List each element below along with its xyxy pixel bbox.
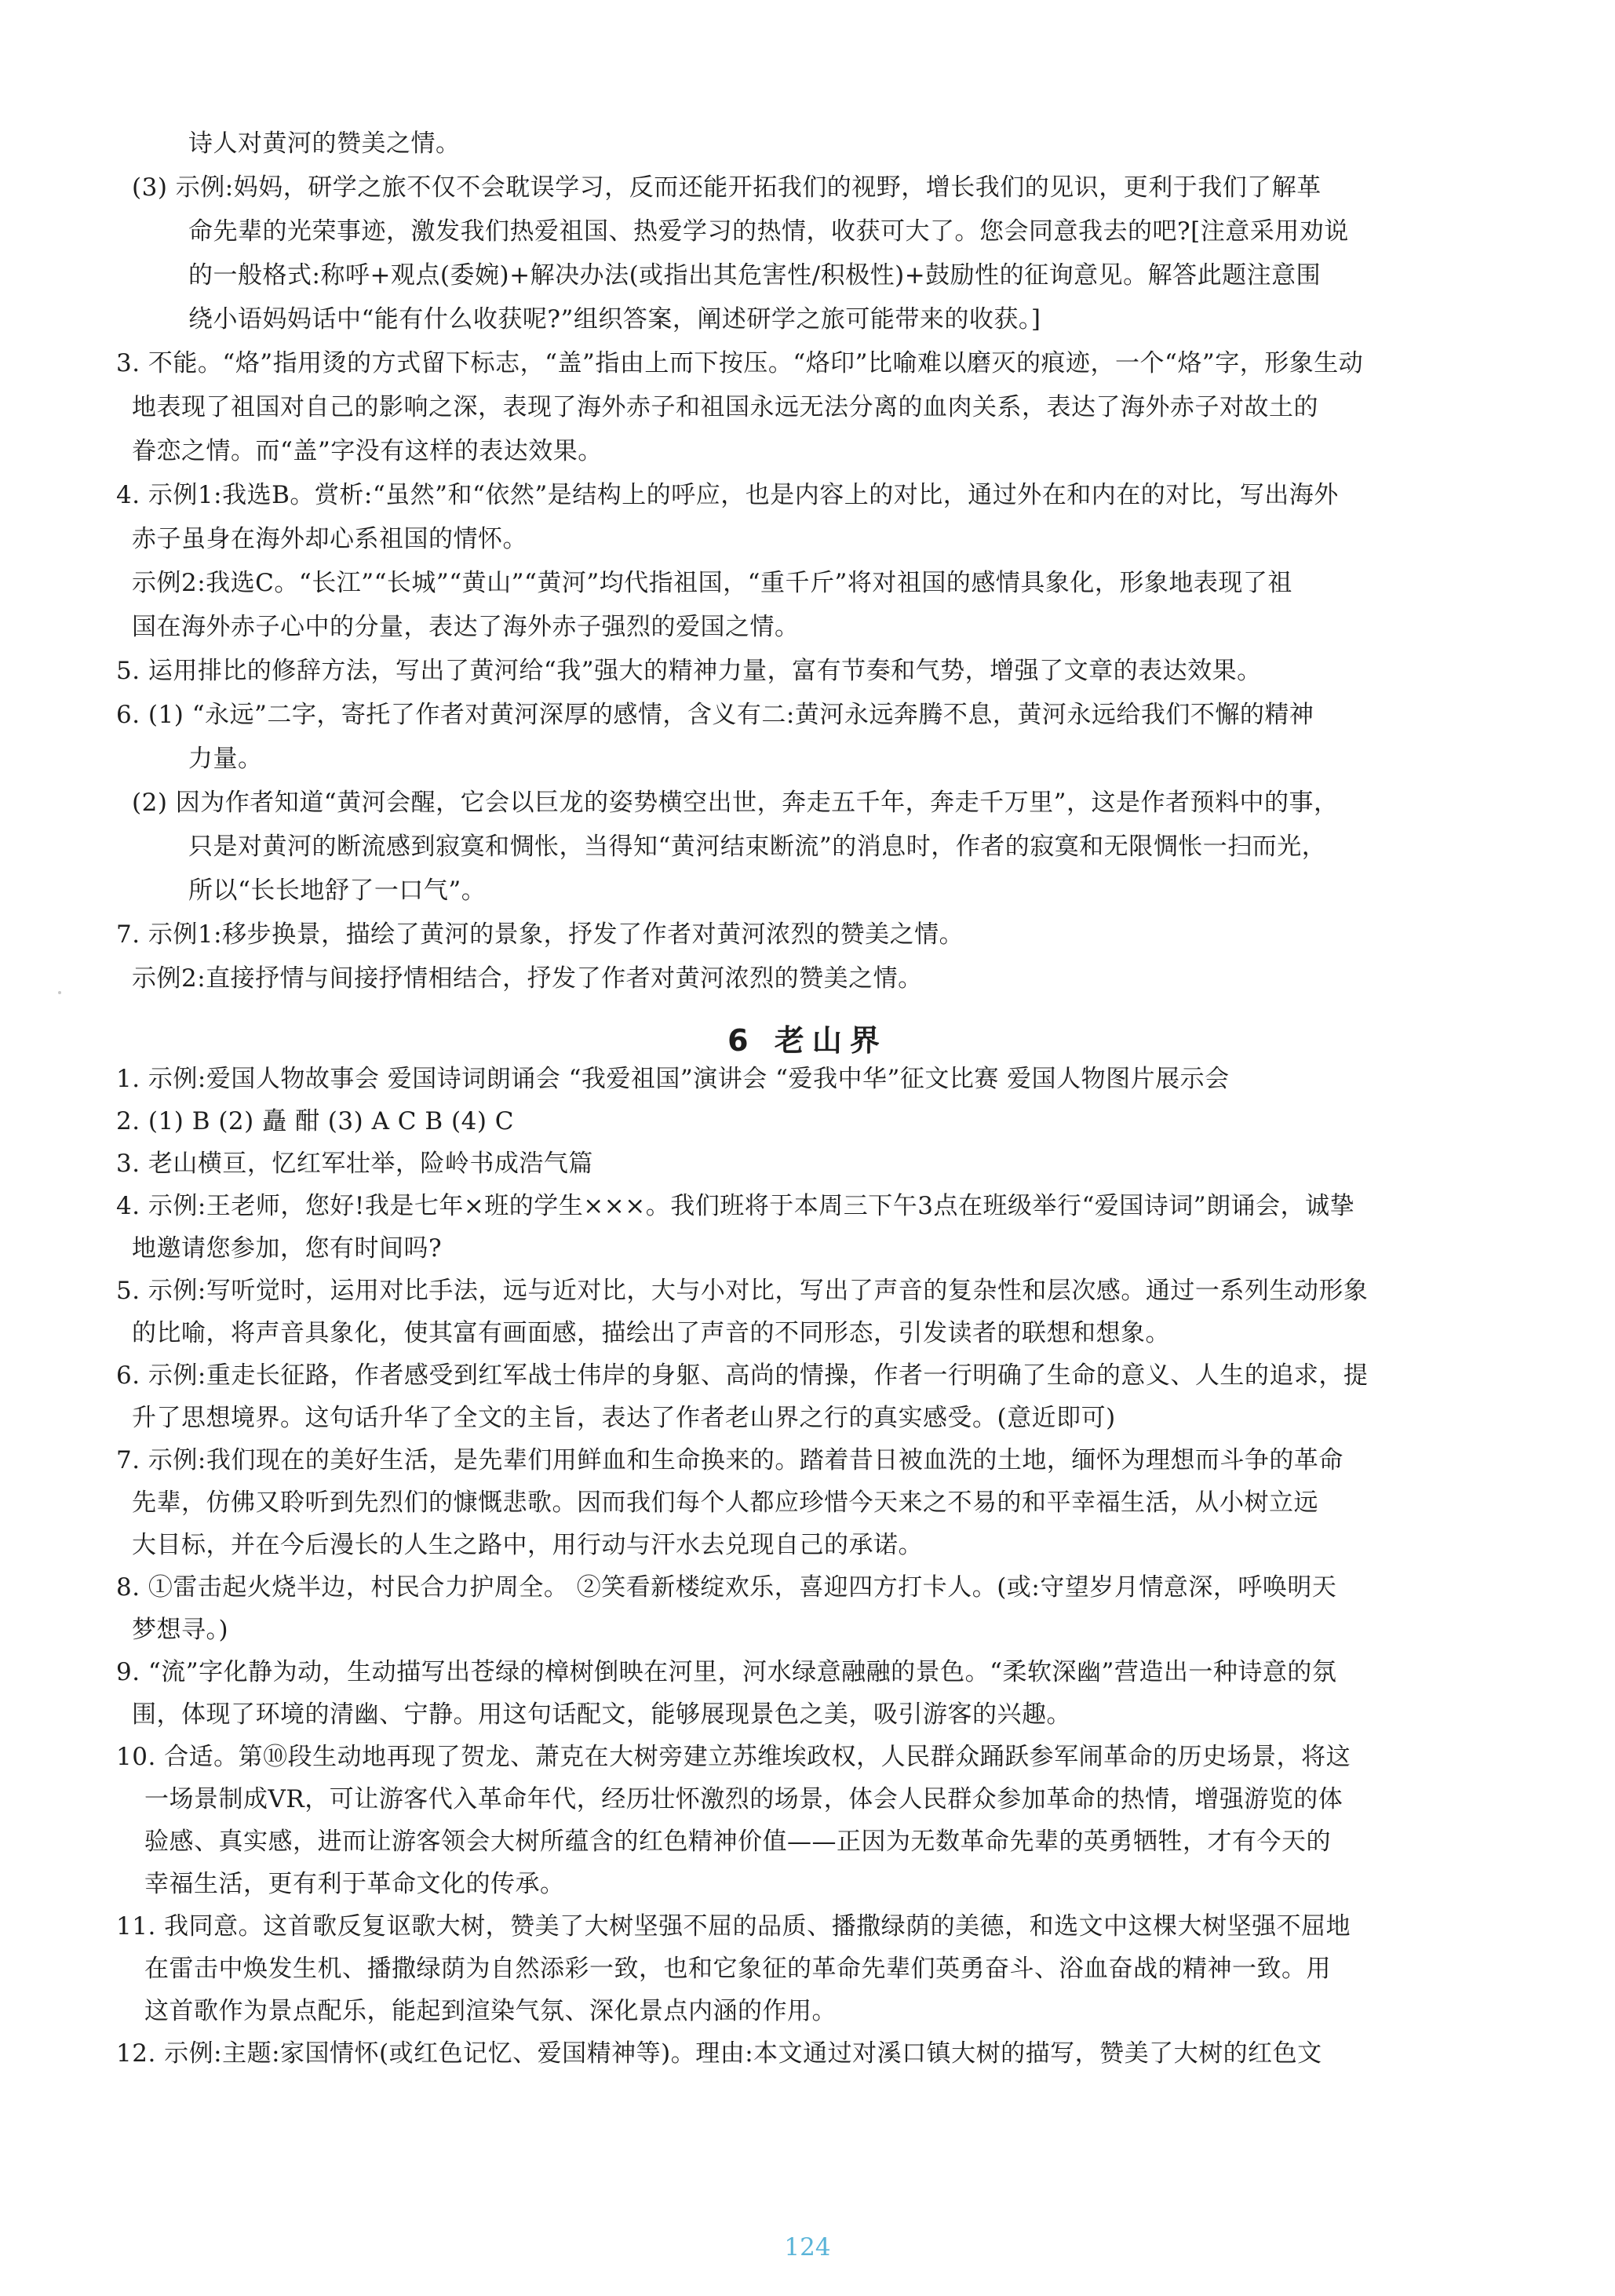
text-line: (2) 因为作者知道“黄河会醒，它会以巨龙的姿势横空出世，奔走五千年，奔走千万里”，这是作者预料中的事， xyxy=(132,789,1339,817)
text-line: 1. 示例:爱国人物故事会 爱国诗词朗诵会 “我爱祖国”演讲会 “爱我中华”征文比赛 爱国人物图片展示会 xyxy=(116,1065,1230,1093)
text-line: 地表现了祖国对自己的影响之深，表现了海外赤子和祖国永远无法分离的血肉关系，表达了海外赤子对故土的 xyxy=(132,393,1318,421)
text-line: 在雷击中焕发生机、播撒绿荫为自然添彩一致，也和它象征的革命先辈们英勇奋斗、浴血奋战的精神一致。用 xyxy=(144,1955,1331,1983)
text-line: 的比喻，将声音具象化，使其富有画面感，描绘出了声音的不同形态，引发读者的联想和想象。 xyxy=(132,1319,1170,1347)
text-line: 7. 示例:我们现在的美好生活，是先辈们用鲜血和生命换来的。踏着昔日被血洗的土地，缅怀为理想而斗争的革命 xyxy=(116,1446,1343,1474)
text-line: 所以“长长地舒了一口气”。 xyxy=(188,876,487,905)
text-line: 诗人对黄河的赞美之情。 xyxy=(188,129,461,158)
text-line: 7. 示例1:移步换景，描绘了黄河的景象，抒发了作者对黄河浓烈的赞美之情。 xyxy=(116,920,964,949)
text-line: 3. 老山横亘，忆红军壮举，险岭书成浩气篇 xyxy=(116,1150,593,1178)
text-line: 示例2:我选C。“长江”“长城”“黄山”“黄河”均代指祖国，“重千斤”将对祖国的感情具象化，形象地表现了祖 xyxy=(132,569,1292,597)
text-line: (3) 示例:妈妈，研学之旅不仅不会耽误学习，反而还能开拓我们的视野，增长我们的见识，更利于我们了解革 xyxy=(132,173,1322,202)
text-line: 升了思想境界。这句话升华了全文的主旨，表达了作者老山界之行的真实感受。(意近即可) xyxy=(132,1404,1116,1432)
text-line: 示例2:直接抒情与间接抒情相结合，抒发了作者对黄河浓烈的赞美之情。 xyxy=(132,964,923,993)
text-line: 绕小语妈妈话中“能有什么收获呢?”组织答案，阐述研学之旅可能带来的收获。] xyxy=(188,305,1041,333)
text-line: 5. 示例:写听觉时，运用对比手法，远与近对比，大与小对比，写出了声音的复杂性和层次感。通过一系列生动形象 xyxy=(116,1277,1369,1305)
page-number: 124 xyxy=(784,2233,831,2261)
text-line: 梦想寻。) xyxy=(132,1616,229,1644)
text-line: 一场景制成VR，可让游客代入革命年代，经历壮怀激烈的场景，体会人民群众参加革命的热情，增强游览的体 xyxy=(144,1785,1343,1813)
text-line: 9. “流”字化静为动，生动描写出苍绿的樟树倒映在河里，河水绿意融融的景色。“柔软深幽”营造出一种诗意的氛 xyxy=(116,1658,1337,1686)
text-line: 6. (1) “永远”二字，寄托了作者对黄河深厚的感情，含义有二:黄河永远奔腾不息，黄河永远给我们不懈的精神 xyxy=(116,701,1314,729)
text-line: 国在海外赤子心中的分量，表达了海外赤子强烈的爱国之情。 xyxy=(132,613,800,641)
text-line: 6. 示例:重走长征路，作者感受到红军战士伟岸的身躯、高尚的情操，作者一行明确了生命的意义、人生的追求，提 xyxy=(116,1361,1369,1390)
text-line: 8. ①雷击起火烧半边，村民合力护周全。 ②笑看新楼绽欢乐，喜迎四方打卡人。(或:守望岁月情意深，呼唤明天 xyxy=(116,1573,1337,1602)
text-line: 围，体现了环境的清幽、宁静。用这句话配文，能够展现景色之美，吸引游客的兴趣。 xyxy=(132,1700,1071,1729)
text-line: 4. 示例1:我选B。赏析:“虽然”和“依然”是结构上的呼应，也是内容上的对比，通过外在和内在的对比，写出海外 xyxy=(116,481,1339,509)
text-line: 11. 我同意。这首歌反复讴歌大树，赞美了大树坚强不屈的品质、播撒绿荫的美德，和选文中这棵大树坚强不屈地 xyxy=(116,1912,1351,1941)
text-line: 地邀请您参加，您有时间吗? xyxy=(132,1234,443,1263)
text-line: 10. 合适。第⑩段生动地再现了贺龙、萧克在大树旁建立苏维埃政权，人民群众踊跃参军闹革命的历史场景，将这 xyxy=(116,1743,1351,1771)
text-line: 这首歌作为景点配乐，能起到渲染气氛、深化景点内涵的作用。 xyxy=(144,1997,837,2025)
text-line: 眷恋之情。而“盖”字没有这样的表达效果。 xyxy=(132,437,603,465)
text-line: 2. (1) B (2) 矗 酣 (3) A C B (4) C xyxy=(116,1107,515,1135)
text-line: 3. 不能。“烙”指用烫的方式留下标志，“盖”指由上而下按压。“烙印”比喻难以磨灭的痕迹，一个“烙”字，形象生动 xyxy=(116,349,1364,377)
text-line: 力量。 xyxy=(188,745,263,773)
text-line: 只是对黄河的断流感到寂寞和惆怅，当得知“黄河结束断流”的消息时，作者的寂寞和无限惆怅一扫而光， xyxy=(188,833,1327,861)
scan-speck xyxy=(58,991,61,994)
text-line: 命先辈的光荣事迹，激发我们热爱祖国、热爱学习的热情，收获可大了。您会同意我去的吧?[注意采用劝说 xyxy=(188,217,1349,246)
text-line: 先辈，仿佛又聆听到先烈们的慷慨悲歌。因而我们每个人都应珍惜今天来之不易的和平幸福生活，从小树立远 xyxy=(132,1489,1318,1517)
text-line: 赤子虽身在海外却心系祖国的情怀。 xyxy=(132,525,527,553)
text-line: 的一般格式:称呼+观点(委婉)+解决办法(或指出其危害性/积极性)+鼓励性的征询意见。解答此题注意围 xyxy=(188,261,1322,290)
text-line: 12. 示例:主题:家国情怀(或红色记忆、爱国精神等)。理由:本文通过对溪口镇大树的描写，赞美了大树的红色文 xyxy=(116,2039,1322,2068)
text-line: 5. 运用排比的修辞方法，写出了黄河给“我”强大的精神力量，富有节奏和气势，增强了文章的表达效果。 xyxy=(116,657,1262,685)
text-line: 幸福生活，更有利于革命文化的传承。 xyxy=(144,1870,565,1898)
section-title: 6 老山界 xyxy=(727,1023,888,1058)
text-line: 验感、真实感，进而让游客领会大树所蕴含的红色精神价值——正因为无数革命先辈的英勇牺牲，才有今天的 xyxy=(144,1828,1331,1856)
text-line: 4. 示例:王老师，您好!我是七年×班的学生×××。我们班将于本周三下午3点在班级举行“爱国诗词”朗诵会，诚挚 xyxy=(116,1192,1355,1220)
text-line: 大目标，并在今后漫长的人生之路中，用行动与汗水去兑现自己的承诺。 xyxy=(132,1531,923,1559)
